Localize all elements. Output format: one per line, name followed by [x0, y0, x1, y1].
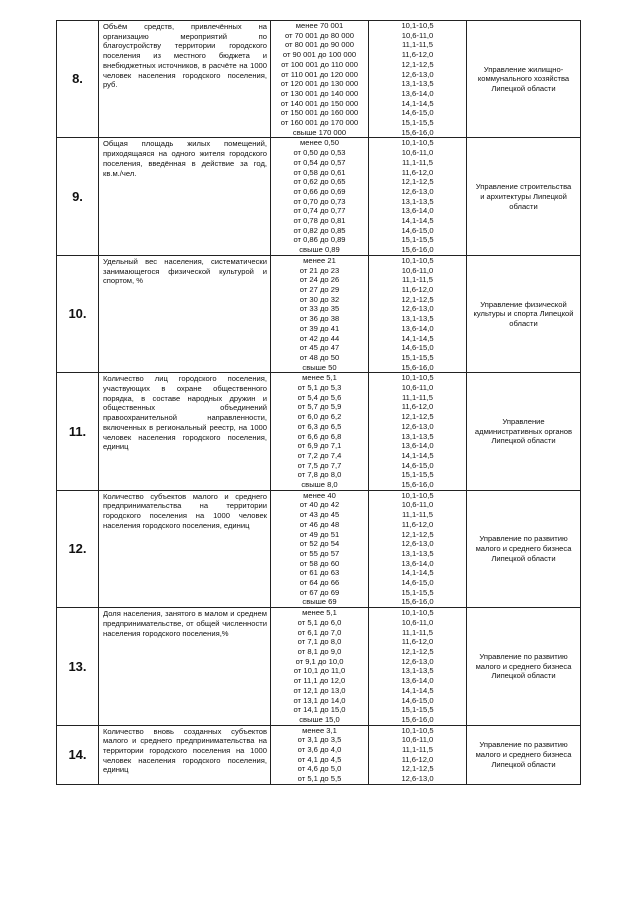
score-value: 15,1-15,5 [401, 587, 434, 597]
score-value: 13,1-13,5 [401, 314, 434, 324]
range-value: от 0,54 до 0,57 [293, 157, 346, 167]
table-row [57, 490, 581, 607]
range-value: от 61 до 63 [299, 568, 340, 578]
score-value: 15,1-15,5 [401, 352, 434, 362]
scores-cell [369, 21, 467, 138]
score-value: 13,6-14,0 [401, 88, 434, 98]
score-value: 12,6-13,0 [401, 774, 434, 784]
responsible-org: Управление строительства и архитектуры Липецкой области [467, 138, 581, 255]
range-value: свыше 8,0 [301, 480, 338, 490]
score-value: 11,6-12,0 [401, 402, 434, 412]
range-value: от 80 001 до 90 000 [285, 40, 354, 50]
range-value: от 0,82 до 0,85 [293, 225, 346, 235]
score-value: 14,6-15,0 [401, 108, 434, 118]
score-value: 15,6-16,0 [401, 127, 434, 137]
score-value: 14,1-14,5 [401, 98, 434, 108]
range-value: от 36 до 38 [299, 314, 340, 324]
score-value: 11,1-11,5 [402, 40, 433, 50]
range-value: от 140 001 до 150 000 [280, 98, 359, 108]
score-value: 15,1-15,5 [401, 705, 434, 715]
score-value: 13,6-14,0 [401, 323, 434, 333]
score-value: 13,6-14,0 [401, 206, 434, 216]
score-value: 10,1-10,5 [401, 373, 434, 383]
score-value: 10,1-10,5 [401, 255, 434, 265]
indicator-text: Удельный вес населения, систематически занимающегося физической культурой и спортом, % [99, 255, 271, 372]
indicator-text: Количество субъектов малого и среднего предпринимательства на территории городского поселения на 1000 человек населения городского поселения, единиц [99, 490, 271, 607]
scores-cell [369, 725, 467, 784]
range-value: от 9,1 до 10,0 [295, 656, 344, 666]
score-value: 13,1-13,5 [401, 666, 434, 676]
score-value: 11,6-12,0 [401, 167, 434, 177]
range-value: от 40 до 42 [299, 500, 340, 510]
range-value: от 0,58 до 0,61 [293, 167, 346, 177]
score-value: 13,1-13,5 [401, 196, 434, 206]
range-value: от 6,1 до 7,0 [297, 627, 342, 637]
range-value: от 4,6 до 5,0 [297, 764, 342, 774]
score-value: 14,1-14,5 [401, 333, 434, 343]
range-value: от 21 до 23 [299, 265, 340, 275]
score-value: 10,6-11,0 [401, 500, 434, 510]
range-value: от 27 до 29 [299, 284, 340, 294]
scores-cell [369, 608, 467, 725]
scores-cell [369, 490, 467, 607]
range-value: от 49 до 51 [299, 529, 340, 539]
range-value: от 0,66 до 0,69 [293, 186, 346, 196]
score-value: 15,1-15,5 [401, 118, 434, 128]
range-value: от 4,1 до 4,5 [297, 754, 342, 764]
score-value: 15,6-16,0 [401, 480, 434, 490]
score-value: 12,1-12,5 [401, 647, 434, 656]
range-value: от 90 001 до 100 000 [282, 50, 357, 60]
range-value: от 0,78 до 0,81 [293, 216, 346, 226]
range-value: от 24 до 26 [299, 275, 340, 285]
range-value: от 48 до 50 [299, 352, 340, 362]
score-value: 14,1-14,5 [401, 685, 434, 695]
score-value: 13,6-14,0 [401, 558, 434, 568]
score-value: 15,6-16,0 [401, 362, 434, 372]
value-ranges-cell [271, 490, 369, 607]
range-value: свыше 50 [302, 362, 337, 372]
table-row [57, 373, 581, 490]
table-row [57, 255, 581, 372]
range-value: от 100 001 до 110 000 [281, 59, 358, 69]
indicator-text: Общая площадь жилых помещений, приходящаяся на одного жителя городского поселения, введённая в действие за год, кв.м./чел. [99, 138, 271, 255]
range-value: от 39 до 41 [299, 323, 340, 333]
table-row [57, 21, 581, 138]
range-value: менее 5,1 [302, 608, 337, 618]
range-value: от 0,50 до 0,53 [293, 148, 346, 158]
responsible-org: Управление по развитию малого и среднего бизнеса Липецкой области [467, 490, 581, 607]
score-value: 11,6-12,0 [401, 519, 434, 529]
responsible-org: Управление по развитию малого и среднего бизнеса Липецкой области [467, 608, 581, 725]
range-value: свыше 15,0 [299, 714, 340, 724]
range-value: менее 0,50 [300, 138, 339, 148]
indicator-text: Доля населения, занятого в малом и среднем предпринимательстве, от общей численности населения городского поселения,% [99, 608, 271, 725]
score-value: 10,1-10,5 [401, 490, 434, 500]
range-value: от 33 до 35 [299, 304, 340, 314]
range-value: от 58 до 60 [299, 558, 340, 568]
score-value: 12,1-12,5 [401, 529, 434, 539]
indicator-text: Количество лиц городского поселения, участвующих в охране общественного порядка, в составе народных дружин и общественных объединений правоохранительной направленности, включенных в региональный реестр, на 1000 человек населения городского поселения, единиц [99, 373, 271, 490]
range-value: от 11,1 до 12,0 [293, 676, 346, 686]
range-value: от 110 001 до 120 000 [281, 69, 358, 79]
value-ranges-cell [271, 725, 369, 784]
indicator-text: Количество вновь созданных субъектов малого и среднего предпринимательства на территории городского поселения на 1000 человек населения городского поселения, единиц [99, 725, 271, 784]
range-value: от 43 до 45 [299, 510, 340, 520]
range-value: от 7,5 до 7,7 [297, 460, 342, 470]
range-value: от 5,1 до 6,0 [297, 617, 342, 627]
score-value: 14,1-14,5 [401, 450, 434, 460]
score-value: 11,1-11,5 [402, 627, 433, 637]
score-value: 13,6-14,0 [401, 441, 434, 451]
row-number: 9. [57, 138, 99, 255]
responsible-org: Управление жилищно-коммунального хозяйства Липецкой области [467, 21, 581, 138]
range-value: менее 70 001 [295, 21, 344, 30]
score-value: 12,1-12,5 [401, 764, 434, 774]
score-value: 14,1-14,5 [401, 568, 434, 578]
range-value: свыше 0,89 [299, 245, 340, 255]
score-value: 12,6-13,0 [401, 69, 434, 79]
score-value: 10,6-11,0 [401, 30, 434, 40]
range-value: от 5,4 до 5,6 [297, 392, 342, 402]
score-value: 11,6-12,0 [401, 284, 434, 294]
row-number: 10. [57, 255, 99, 372]
range-value: от 52 до 54 [299, 539, 340, 549]
range-value: от 6,9 до 7,1 [297, 441, 342, 451]
table-row [57, 608, 581, 725]
score-value: 12,6-13,0 [401, 656, 434, 666]
range-value: менее 40 [303, 490, 336, 500]
range-value: от 14,1 до 15,0 [293, 705, 346, 715]
range-value: от 10,1 до 11,0 [293, 666, 346, 676]
table-row [57, 138, 581, 255]
scores-cell [369, 373, 467, 490]
score-value: 13,1-13,5 [401, 79, 434, 89]
value-ranges-cell [271, 21, 369, 138]
range-value: от 46 до 48 [299, 519, 340, 529]
value-ranges-cell [271, 373, 369, 490]
responsible-org: Управление физической культуры и спорта Липецкой области [467, 255, 581, 372]
range-value: свыше 69 [302, 597, 337, 607]
score-value: 13,6-14,0 [401, 676, 434, 686]
score-value: 14,6-15,0 [401, 460, 434, 470]
row-number: 13. [57, 608, 99, 725]
score-value: 14,6-15,0 [401, 695, 434, 705]
range-value: от 64 до 66 [299, 578, 340, 588]
range-value: от 5,7 до 5,9 [297, 402, 342, 412]
range-value: свыше 170 000 [292, 127, 347, 137]
scores-cell [369, 255, 467, 372]
score-value: 12,6-13,0 [401, 304, 434, 314]
score-value: 11,1-11,5 [402, 275, 433, 285]
range-value: от 8,1 до 9,0 [297, 647, 342, 656]
score-value: 12,1-12,5 [401, 412, 434, 422]
range-value: от 150 001 до 160 000 [280, 108, 359, 118]
score-value: 11,6-12,0 [401, 637, 434, 647]
range-value: от 55 до 57 [299, 548, 340, 558]
criteria-table [56, 20, 581, 785]
range-value: от 6,6 до 6,8 [297, 431, 342, 441]
row-number: 11. [57, 373, 99, 490]
score-value: 10,6-11,0 [401, 383, 434, 393]
score-value: 15,6-16,0 [401, 597, 434, 607]
range-value: от 6,3 до 6,5 [297, 421, 342, 431]
table-row [57, 725, 581, 784]
scores-cell [369, 138, 467, 255]
range-value: от 5,1 до 5,5 [297, 774, 342, 784]
value-ranges-cell [271, 255, 369, 372]
score-value: 10,1-10,5 [401, 608, 434, 618]
score-value: 12,1-12,5 [401, 294, 434, 304]
range-value: от 5,1 до 5,3 [297, 383, 342, 393]
range-value: от 0,74 до 0,77 [293, 206, 346, 216]
score-value: 11,1-11,5 [402, 392, 433, 402]
score-value: 11,6-12,0 [401, 754, 434, 764]
score-value: 15,6-16,0 [401, 245, 434, 255]
score-value: 12,1-12,5 [401, 59, 434, 69]
score-value: 10,6-11,0 [401, 617, 434, 627]
score-value: 15,1-15,5 [401, 235, 434, 245]
score-value: 10,1-10,5 [401, 138, 434, 148]
range-value: от 70 001 до 80 000 [285, 30, 354, 40]
score-value: 14,1-14,5 [401, 216, 434, 226]
range-value: от 7,2 до 7,4 [297, 450, 342, 460]
row-number: 14. [57, 725, 99, 784]
indicator-text: Объём средств, привлечённых на организацию мероприятий по благоустройству территории городского поселения из местного бюджета и внебюджетных источников, в расчёте на 1000 человек населения городского поселения, руб. [99, 21, 271, 138]
responsible-org: Управление по развитию малого и среднего бизнеса Липецкой области [467, 725, 581, 784]
score-value: 15,6-16,0 [401, 714, 434, 724]
score-value: 11,1-11,5 [402, 157, 433, 167]
score-value: 10,1-10,5 [401, 21, 434, 30]
range-value: от 67 до 69 [299, 587, 340, 597]
score-value: 11,1-11,5 [402, 745, 433, 755]
range-value: менее 5,1 [302, 373, 337, 383]
range-value: от 130 001 до 140 000 [280, 88, 359, 98]
range-value: от 0,70 до 0,73 [293, 196, 346, 206]
score-value: 14,6-15,0 [401, 343, 434, 353]
value-ranges-cell [271, 138, 369, 255]
score-value: 11,1-11,5 [402, 510, 433, 520]
range-value: от 3,1 до 3,5 [297, 735, 342, 745]
range-value: от 12,1 до 13,0 [293, 685, 346, 695]
range-value: от 7,8 до 8,0 [297, 470, 342, 480]
score-value: 12,6-13,0 [401, 539, 434, 549]
score-value: 10,6-11,0 [401, 148, 434, 158]
range-value: от 7,1 до 8,0 [297, 637, 342, 647]
score-value: 14,6-15,0 [401, 578, 434, 588]
row-number: 8. [57, 21, 99, 138]
range-value: от 42 до 44 [299, 333, 340, 343]
score-value: 12,6-13,0 [401, 421, 434, 431]
score-value: 15,1-15,5 [401, 470, 434, 480]
score-value: 13,1-13,5 [401, 548, 434, 558]
range-value: от 160 001 до 170 000 [280, 118, 359, 128]
range-value: от 6,0 до 6,2 [297, 412, 342, 422]
range-value: от 13,1 до 14,0 [293, 695, 346, 705]
score-value: 13,1-13,5 [401, 431, 434, 441]
range-value: от 45 до 47 [299, 343, 340, 353]
score-value: 10,6-11,0 [401, 735, 434, 745]
range-value: менее 21 [303, 255, 336, 265]
range-value: от 3,6 до 4,0 [297, 745, 342, 755]
range-value: от 30 до 32 [299, 294, 340, 304]
score-value: 11,6-12,0 [401, 50, 434, 60]
range-value: от 0,62 до 0,65 [293, 177, 346, 187]
range-value: от 0,86 до 0,89 [293, 235, 346, 245]
score-value: 14,6-15,0 [401, 225, 434, 235]
row-number: 12. [57, 490, 99, 607]
score-value: 12,6-13,0 [401, 186, 434, 196]
score-value: 10,1-10,5 [401, 725, 434, 735]
range-value: от 120 001 до 130 000 [280, 79, 359, 89]
responsible-org: Управление административных органов Липецкой области [467, 373, 581, 490]
range-value: менее 3,1 [302, 725, 337, 735]
value-ranges-cell [271, 608, 369, 725]
score-value: 12,1-12,5 [401, 177, 434, 187]
score-value: 10,6-11,0 [401, 265, 434, 275]
